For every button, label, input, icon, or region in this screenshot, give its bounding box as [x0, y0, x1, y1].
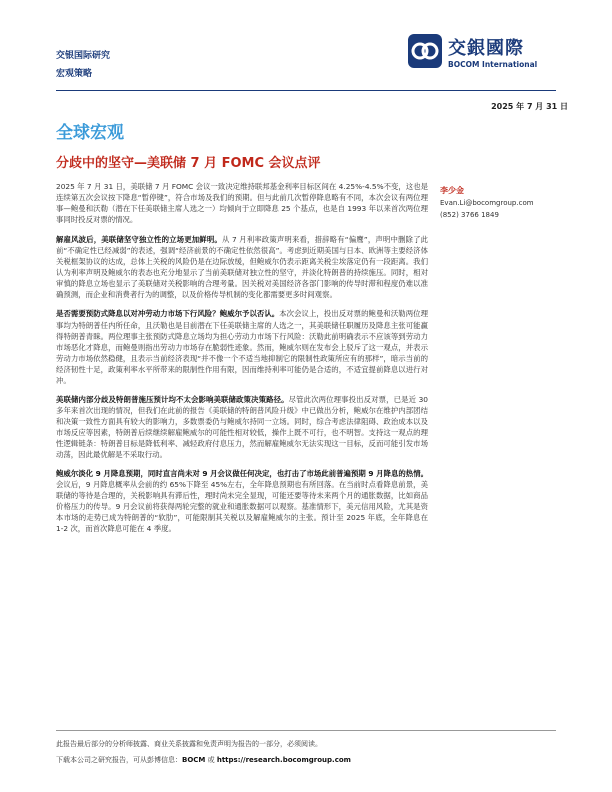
series-label: 宏观策略	[56, 69, 93, 79]
logo-chinese-name: 交銀國際	[448, 38, 524, 59]
author-email[interactable]: Evan.Li@bocomgroup.com	[440, 199, 534, 207]
header-left	[56, 48, 110, 79]
paragraph-text: 从 7 月利率政策声明来看，措辞略有“偏鹰”，声明中删除了此前“不确定性已经减弱”的表述，强调“经济前景的不确定性依然很高”。考虑到近期美国与日本、欧洲等主要经济体关税框架协议的达成，总体上关税的风险仍是在边际放缓，但鲍威尔仍表示距离关税尘埃落定仍有一段距离。我们认为利率声明及鲍威尔的表态也充分地显示了当前美联储对独立性的坚守，并淡化特朗普的持续施压。同时，相对审慎的降息立场也显示了美联储对关税影响的合理考量。因关税对美国经济各部门影响的传导时滞和程度仍难以准确预测，而企业和消费者行为的调整，以及价格传导机制的变化都需要更多时间观察。	[56, 235, 428, 300]
logo-english-name: BOCOM International	[448, 60, 538, 69]
paragraph-independence	[56, 234, 428, 300]
paragraph-lead: 解雇风波后，美联储坚守独立性的立场更加鲜明。	[56, 235, 222, 245]
paragraph-text: 尽管此次两位理事投出反对票，已是近 30 多年来首次出现的情况，但我们在此前的报告《美联储的特朗普风险升级》中已做出分析，鲍威尔在维护内部团结和决策一致性方面具有较大的影响力，多数票委仍与鲍威尔持同一立场。同时，综合考虑法律阻碍、政治成本以及市场反应等因素，特朗普后续继续解雇鲍威尔的可能性相对较低，操作上既不可行，也不明智。支持这一观点的理性逻辑链条：特朗普目标是降低利率、减轻政府付息压力，然而解雇鲍威尔无法实现这一目标，反而可能引发市场动荡，因此最优解是不采取行动。	[56, 394, 428, 460]
bocom-logo	[408, 34, 568, 74]
section-title: 全球宏观	[56, 123, 124, 143]
paragraph-text: 本次会议上，投出反对票的鲍曼和沃勒两位理事均为特朗普任内所任命，且沃勒也是目前潜在下任美联储主席的人选之一，其美联储任职履历及降息主张可能赢得特朗普青睐。两位理事主张预防式降息立场均为担心劳动力市场下行风险：沃勒此前明确表示不应该等到劳动力市场恶化才降息，而鲍曼则指出劳动力市场存在脆弱性迹象。然而，鲍威尔则在发布会上驳斥了这一观点，并表示劳动力市场依然稳健，且表示当前经济表现“并不像一个不适当地抑制它的限制性政策所应有的那样”，暗示当前的经济韧性十足，政策利率水平所带来的限制性作用有限，因而维持利率可能仍是合适的，不适宜提前降息以进行对冲。	[56, 309, 428, 385]
paragraph-intro	[56, 181, 428, 225]
bloomberg-code: BOCM	[182, 756, 206, 764]
research-site-link[interactable]: https://research.bocomgroup.com	[216, 756, 351, 764]
footer-divider	[56, 730, 556, 731]
header-divider	[56, 90, 556, 91]
author-phone: (852) 3766 1849	[440, 211, 499, 219]
report-title: 分歧中的坚守—美联储 7 月 FOMC 会议点评	[56, 156, 321, 171]
footer-download-prefix: 下载本公司之研究报告，可从彭博信息：	[56, 756, 182, 764]
paragraph-lead: 是否需要预防式降息以对冲劳动力市场下行风险？鲍威尔予以否认。	[56, 309, 280, 319]
paragraph-lead: 鲍威尔淡化 9 月降息预期，同时直言尚未对 9 月会议做任何决定，也打击了市场此前普遍预期 9 月降息的热情。	[56, 469, 428, 479]
footer-disclaimer: 此报告最后部分的分析师披露、商业关系披露和免责声明为报告的一部分，必须阅读。	[56, 740, 322, 748]
paragraph-text: 会议后，9 月降息概率从会前的约 65%下降至 45%左右，全年降息预期也有所回落。在当前时点看降息前景，美联储的等待是合理的，关税影响具有滞后性，理时尚未完全显现，可能还要等待未来两个月的通胀数据，比如商品价格压力的传导。9 月会议前将获得两轮完整的就业和通胀数据可以观察。基准情形下，美元信用风险，尤其是资本市场的走势已成为特朗普的“软肋”，可能限制其关税以及解雇鲍威尔的主张。预计至 2025 年底，全年降息在 1-2 次，而首次降息可能在 4 季度。	[56, 480, 428, 534]
paragraph-preventive-cut	[56, 308, 428, 385]
report-date: 2025 年 7 月 31 日	[491, 102, 568, 111]
paragraph-september	[56, 468, 428, 534]
footer-download-line	[56, 752, 351, 768]
paragraph-internal-split	[56, 394, 428, 460]
paragraph-text: 2025 年 7 月 31 日，美联储 7 月 FOMC 会议一致决定维持联邦基金利率目标区间在 4.25%-4.5%不变，这也是连续第五次会议按下降息“暂停键”，符合市场及我们的预期。但与此前几次暂停降息略有不同，本次会议有两位理事—鲍曼和沃勒（潜在下任美联储主席人选之一）均倾向于立即降息 25 个基点，也是自 1993 年以来首次两位理事同时投反对票的情况。	[56, 182, 428, 225]
bocom-logo-icon	[408, 34, 442, 68]
paragraph-lead: 美联储内部分歧及特朗普施压预计均不太会影响美联储政策决策路径。	[56, 394, 289, 404]
author-block	[440, 185, 534, 221]
footer-or-text: 或	[205, 756, 217, 764]
department-label: 交银国际研究	[56, 51, 111, 61]
report-body	[56, 181, 428, 542]
footer	[56, 736, 351, 768]
author-name: 李少金	[440, 186, 464, 195]
